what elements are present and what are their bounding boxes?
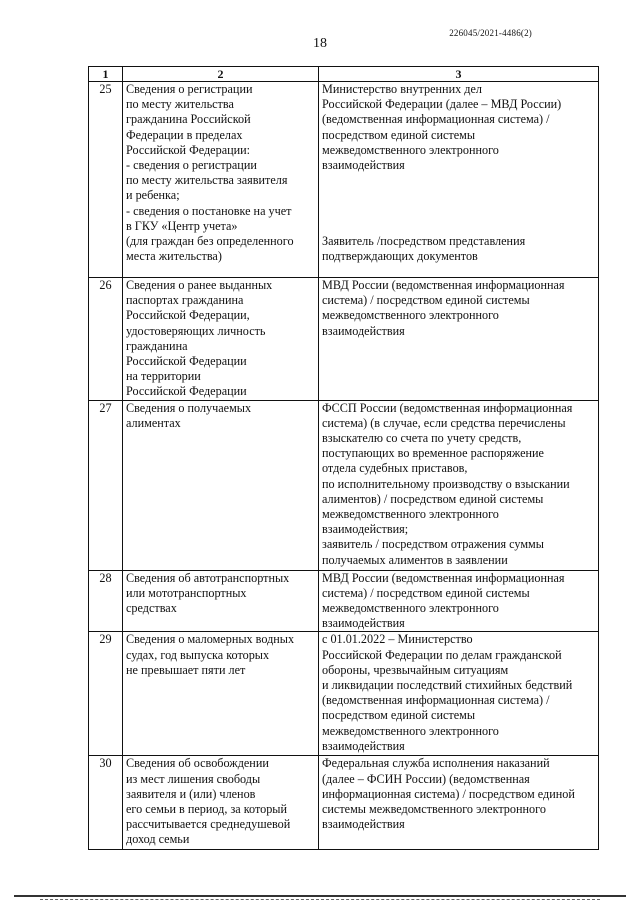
info-line: Сведения о получаемых	[126, 400, 252, 415]
source-line: получаемых алиментов в заявлении	[322, 552, 508, 567]
source-line: с 01.01.2022 – Министерство	[322, 632, 473, 647]
info-line: - сведения о постановке на учет	[126, 203, 292, 218]
info-cell	[123, 82, 319, 278]
source-cell	[319, 278, 599, 401]
info-line: гражданина	[126, 338, 188, 353]
data-table	[88, 66, 599, 850]
info-line: средствах	[126, 601, 177, 616]
info-cell	[123, 570, 319, 632]
source-line: взаимодействия;	[322, 522, 409, 537]
source-line: посредством единой системы	[322, 708, 476, 723]
source-line: взаимодействия	[322, 616, 405, 631]
source-gap	[322, 173, 595, 234]
source-cell	[319, 756, 599, 850]
source-line: Российской Федерации по делам гражданской	[322, 647, 562, 662]
info-line: места жительства)	[126, 249, 222, 264]
info-line: судах, год выпуска которых	[126, 647, 270, 662]
source-line: и ликвидации последствий стихийных бедствий	[322, 678, 573, 693]
source-line: взаимодействия	[322, 817, 405, 832]
row-number: 25	[89, 82, 123, 278]
column-header: 3	[319, 67, 599, 82]
info-line: по месту жительства	[126, 97, 234, 112]
table-row	[89, 632, 599, 756]
info-cell	[123, 632, 319, 756]
source-line: межведомственного электронного	[322, 601, 499, 616]
page-bottom-edge-shadow	[40, 899, 600, 900]
source-line: система) / посредством единой системы	[322, 585, 530, 600]
source-line: межведомственного электронного	[322, 507, 499, 522]
source-line: МВД России (ведомственная информационная	[322, 278, 565, 292]
source-line: (далее – ФСИН России) (ведомственная	[322, 771, 530, 786]
column-header: 1	[89, 67, 123, 82]
source-line: (ведомственная информационная система) /	[322, 112, 550, 127]
info-line: Сведения об освобождении	[126, 756, 269, 771]
page-bottom-edge	[14, 895, 626, 897]
source-line: алиментов) / посредством единой системы	[322, 491, 544, 506]
source-line: информационная система) / посредством единой	[322, 786, 575, 801]
source-cell	[319, 400, 599, 570]
source-line: межведомственного электронного	[322, 142, 499, 157]
source-line: подтверждающих документов	[322, 249, 478, 264]
table-row	[89, 570, 599, 632]
row-number: 29	[89, 632, 123, 756]
source-line: взаимодействия	[322, 323, 405, 338]
source-line: системы межведомственного электронного	[322, 802, 546, 817]
info-line: Российской Федерации,	[126, 308, 250, 323]
table-header-row	[89, 67, 599, 82]
row-number: 30	[89, 756, 123, 850]
source-line: межведомственного электронного	[322, 308, 499, 323]
info-cell	[123, 278, 319, 401]
source-line: по исполнительному производству о взыскании	[322, 476, 570, 491]
info-line: его семьи в период, за который	[126, 802, 288, 817]
source-line: взаимодействия	[322, 738, 405, 753]
info-line: доход семьи	[126, 832, 190, 847]
info-line: (для граждан без определенного	[126, 234, 294, 249]
info-line: Сведения об автотранспортных	[126, 570, 290, 585]
source-cell	[319, 82, 599, 278]
source-line: взаимодействия	[322, 158, 405, 173]
source-line: (ведомственная информационная система) /	[322, 693, 550, 708]
info-line: Сведения о маломерных водных	[126, 632, 295, 647]
info-line: или мототранспортных	[126, 585, 247, 600]
source-line: ФССП России (ведомственная информационная	[322, 400, 573, 415]
info-line: на территории	[126, 369, 201, 384]
table-row	[89, 756, 599, 850]
source-line: система) (в случае, если средства перечислены	[322, 415, 566, 430]
source-cell	[319, 632, 599, 756]
info-line: Российской Федерации	[126, 354, 247, 369]
info-line: Федерации в пределах	[126, 127, 243, 142]
column-header: 2	[123, 67, 319, 82]
source-cell	[319, 570, 599, 632]
source-line: заявитель / посредством отражения суммы	[322, 537, 544, 552]
info-line: по месту жительства заявителя	[126, 173, 288, 188]
info-line: в ГКУ «Центр учета»	[126, 218, 238, 233]
source-line: посредством единой системы	[322, 127, 476, 142]
source-line: отдела судебных приставов,	[322, 461, 468, 476]
source-line: обороны, чрезвычайным ситуациям	[322, 662, 509, 677]
info-line: алиментах	[126, 415, 181, 430]
table-row	[89, 278, 599, 401]
info-line: Сведения о ранее выданных	[126, 278, 273, 292]
source-line: МВД России (ведомственная информационная	[322, 570, 565, 585]
source-line: взыскателю со счета по учету средств,	[322, 431, 522, 446]
row-number: 27	[89, 400, 123, 570]
info-line: Сведения о регистрации	[126, 82, 253, 96]
info-line: из мест лишения свободы	[126, 771, 261, 786]
source-line: межведомственного электронного	[322, 723, 499, 738]
info-line: не превышает пяти лет	[126, 662, 246, 677]
info-line: Российской Федерации	[126, 384, 247, 399]
info-line: удостоверяющих личность	[126, 323, 266, 338]
table-row	[89, 400, 599, 570]
source-line: Министерство внутренних дел	[322, 82, 482, 96]
info-line: заявителя и (или) членов	[126, 786, 256, 801]
info-line: - сведения о регистрации	[126, 158, 257, 173]
source-line: Заявитель /посредством представления	[322, 234, 526, 249]
info-line: рассчитывается среднедушевой	[126, 817, 291, 832]
info-line: паспортах гражданина	[126, 293, 244, 308]
info-line: и ребенка;	[126, 188, 180, 203]
table-row	[89, 82, 599, 278]
info-cell	[123, 400, 319, 570]
row-number: 26	[89, 278, 123, 401]
source-line: Российской Федерации (далее – МВД России)	[322, 97, 562, 112]
info-cell	[123, 756, 319, 850]
document-id: 226045/2021-4486(2)	[449, 28, 532, 38]
info-line: Российской Федерации:	[126, 142, 251, 157]
source-line: система) / посредством единой системы	[322, 293, 530, 308]
source-line: поступающих во временное распоряжение	[322, 446, 544, 461]
row-number: 28	[89, 570, 123, 632]
info-line: гражданина Российской	[126, 112, 251, 127]
source-line: Федеральная служба исполнения наказаний	[322, 756, 550, 771]
page-number: 18	[313, 36, 327, 51]
